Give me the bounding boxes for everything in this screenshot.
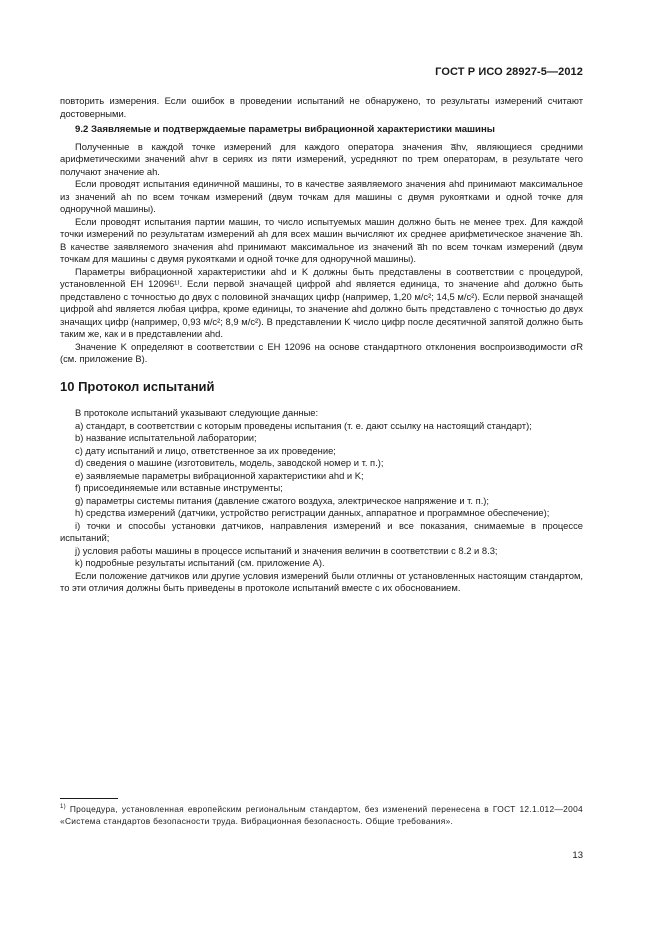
list-item: h) средства измерений (датчики, устройство регистрации данных, аппаратное и программное обеспечение); xyxy=(75,507,550,518)
footnote-divider xyxy=(60,798,118,799)
paragraph-6: В протоколе испытаний указывают следующие данные: xyxy=(75,407,319,418)
page-number: 13 xyxy=(572,850,583,861)
list-item: a) стандарт, в соответствии с которым проведены испытания (т. е. дают ссылку на настоящий стандарт); xyxy=(75,419,532,431)
list-item: k) подробные результаты испытаний (см. приложение А). xyxy=(75,557,325,568)
footnote xyxy=(60,804,583,827)
list-item: j) условия работы машины в процессе испытаний и значения величин в соответствии с 8.2 и 8.3; xyxy=(75,544,498,556)
list-item: i) точки и способы установки датчиков, направления измерений и все показания, снимаемые в процессе испытаний; xyxy=(60,519,583,543)
list-item: d) сведения о машине (изготовитель, модель, заводской номер и т. п.); xyxy=(75,457,384,468)
paragraph-4: Параметры вибрационной характеристики ahd и K должны быть представлены в соответствии с процедурой, установленной ЕН 12096¹⁾. Если первой значащей цифрой ahd является единица, то значение ahd должно быть представлено с точностью до двух с половиной значащих цифр (например, 1,20 м/с²; 14,5 м/с²). Если первой значащей цифрой ahd является любая цифра, кроме единицы, то значение ahd должно быть представлено с точностью до двух значащих цифр (например, 0,93 м/с²; 8,9 м/с²). В представлении K число цифр после десятичной запятой должно быть таким же, как и в представлении ahd. xyxy=(60,265,583,339)
paragraph-5: Значение K определяют в соответствии с ЕН 12096 на основе стандартного отклонения воспроизводимости σR (см. приложение В). xyxy=(60,340,583,364)
list-item: c) дату испытаний и лицо, ответственное за их проведение; xyxy=(75,444,336,456)
paragraph-2: Если проводят испытания единичной машины, то в качестве заявляемого значения ahd принимают максимальное из значений ah по всем точкам измерений (двум точкам для машины с двумя рукоятками и одной точке для одноручной машины). xyxy=(60,178,583,214)
paragraph-7: Если положение датчиков или другие условия измерений были отличны от установленных настоящим стандартом, то эти отличия должны быть приведены в протоколе испытаний вместе с их обоснованием. xyxy=(60,569,583,593)
list-item: b) название испытательной лаборатории; xyxy=(75,432,257,443)
section-heading-10: 10 Протокол испытаний xyxy=(60,378,215,394)
subsection-heading-9-2: 9.2 Заявляемые и подтверждаемые параметры вибрационной характеристики машины xyxy=(75,124,495,135)
document-body xyxy=(60,95,583,595)
list-item: f) присоединяемые или вставные инструменты; xyxy=(75,482,283,493)
paragraph-3: Если проводят испытания партии машин, то число испытуемых машин должно быть не менее трех. Для каждой точки измерений по результатам измерений ah для всех машин вычисляют их среднее арифметическое значение a̅h. В качестве заявляемого значения ahd принимают максимальное из значений a̅h по всем точкам измерений (двум точкам для машины с двумя рукоятками и одной точке для одноручной машины). xyxy=(60,215,583,264)
paragraph-1: Полученные в каждой точке измерений для каждого оператора значения a̅hv, являющиеся средними арифметическими значений ahvr в сериях из пяти измерений, усредняют по трем операторам, в результате чего получают значение ah. xyxy=(60,140,583,177)
document-header: ГОСТ Р ИСО 28927-5—2012 xyxy=(435,66,583,78)
footnote-text: Процедура, установленная европейским региональным стандартом, без изменений перенесена в ГОСТ 12.1.012—2004 «Система стандартов безопасности труда. Вибрационная безопасность. Общие требования». xyxy=(60,804,583,826)
list-item: e) заявляемые параметры вибрационной характеристики ahd и K; xyxy=(75,469,364,481)
footnote-mark: 1) xyxy=(60,804,66,811)
paragraph-intro: повторить измерения. Если ошибок в проведении испытаний не обнаружено, то результаты измерений считают достоверными. xyxy=(60,95,583,119)
list-item: g) параметры системы питания (давление сжатого воздуха, электрическое напряжение и т. п.); xyxy=(75,494,490,506)
